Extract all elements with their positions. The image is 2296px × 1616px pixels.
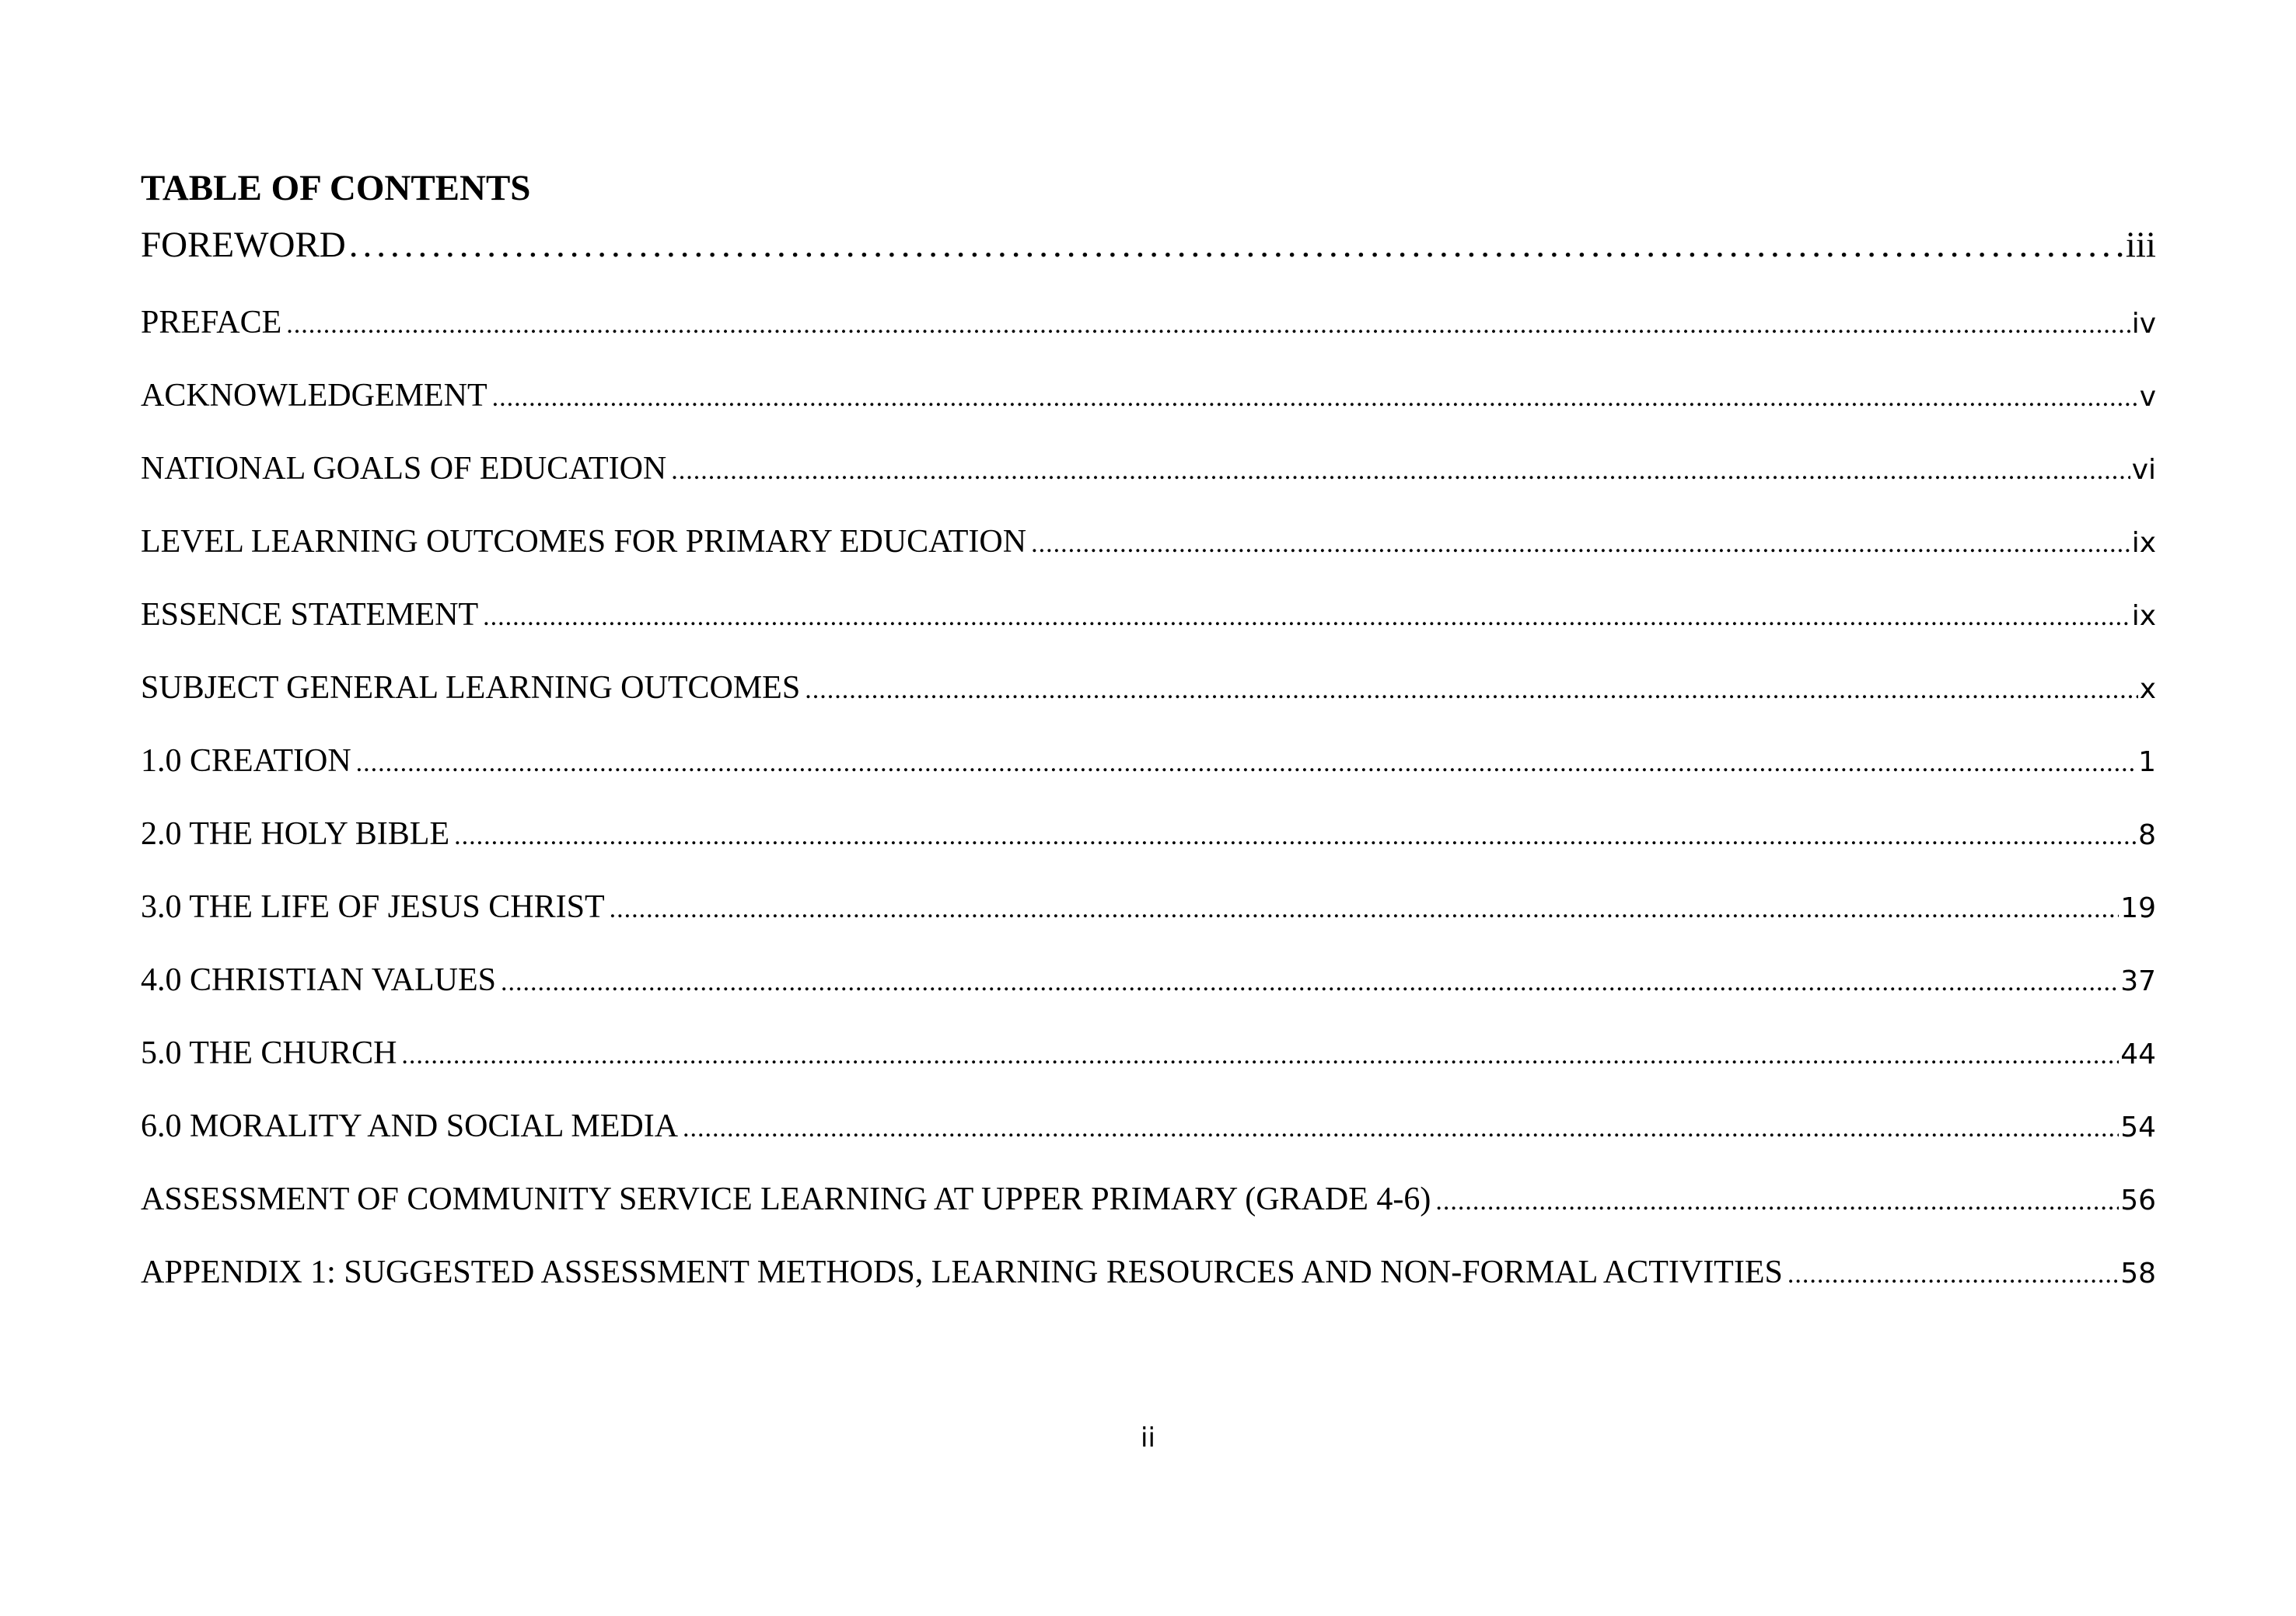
toc-page <box>141 165 2156 1309</box>
toc-entry-label: 2.0 THE HOLY BIBLE <box>141 816 450 852</box>
dot-leader <box>1031 508 2130 578</box>
toc-entry-holy-bible[interactable] <box>141 798 2156 871</box>
dot-leader <box>683 1092 2119 1163</box>
toc-entry-page: x <box>2139 673 2156 705</box>
toc-entry-page: 37 <box>2120 965 2156 997</box>
toc-entry-label: ESSENCE STATEMENT <box>141 597 479 633</box>
toc-entry-label: LEVEL LEARNING OUTCOMES FOR PRIMARY EDUCATION <box>141 524 1027 560</box>
toc-entry-preface[interactable] <box>141 286 2156 359</box>
toc-entry-national-goals[interactable] <box>141 432 2156 505</box>
toc-heading: TABLE OF CONTENTS <box>141 168 531 208</box>
dot-leader <box>501 946 2119 1017</box>
toc-entry-acknowledgement[interactable] <box>141 359 2156 432</box>
toc-entry-label: 4.0 CHRISTIAN VALUES <box>141 962 496 998</box>
toc-entry-page: 1 <box>2138 746 2156 778</box>
toc-entry-essence-statement[interactable] <box>141 578 2156 651</box>
toc-entry-label: APPENDIX 1: SUGGESTED ASSESSMENT METHODS, LEARNING RESOURCES AND NON-FORMAL ACTIVITIES <box>141 1255 1783 1290</box>
toc-entry-page: 8 <box>2138 819 2156 851</box>
dot-leader <box>286 288 2130 359</box>
toc-entry-page: iv <box>2131 308 2156 340</box>
dot-leader <box>454 800 2137 871</box>
dot-leader <box>483 581 2130 651</box>
toc-entry-label: 5.0 THE CHURCH <box>141 1035 397 1071</box>
toc-entry-the-church[interactable] <box>141 1017 2156 1090</box>
dot-leader <box>349 219 2124 270</box>
toc-entry-page: 19 <box>2120 892 2156 924</box>
toc-entry-creation[interactable] <box>141 724 2156 798</box>
dot-leader <box>356 727 2137 798</box>
toc-entry-label: PREFACE <box>141 305 282 340</box>
dot-leader <box>805 654 2138 724</box>
toc-entry-page: iii <box>2125 225 2156 265</box>
toc-entry-level-learning-outcomes[interactable] <box>141 505 2156 578</box>
toc-entry-page: vi <box>2131 454 2156 486</box>
toc-entry-foreword[interactable] <box>141 219 2156 270</box>
dot-leader <box>1788 1238 2119 1309</box>
toc-entry-appendix-1[interactable] <box>141 1236 2156 1309</box>
dot-leader <box>671 435 2130 505</box>
toc-entry-label: ASSESSMENT OF COMMUNITY SERVICE LEARNING AT UPPER PRIMARY (GRADE 4-6) <box>141 1181 1431 1217</box>
toc-entry-page: 56 <box>2120 1185 2156 1216</box>
dot-leader <box>1435 1165 2119 1236</box>
toc-entry-christian-values[interactable] <box>141 944 2156 1017</box>
toc-entry-page: ix <box>2131 527 2156 559</box>
toc-entry-community-service-assessment[interactable] <box>141 1163 2156 1236</box>
toc-entry-page: 58 <box>2120 1258 2156 1290</box>
dot-leader <box>492 361 2138 432</box>
toc-entry-label: NATIONAL GOALS OF EDUCATION <box>141 451 667 487</box>
toc-entry-morality-social-media[interactable] <box>141 1090 2156 1163</box>
toc-entry-page: 44 <box>2120 1038 2156 1070</box>
toc-entry-page: ix <box>2131 600 2156 632</box>
toc-entry-page: v <box>2139 381 2156 413</box>
toc-entry-label: 1.0 CREATION <box>141 743 351 779</box>
toc-entry-label: ACKNOWLEDGEMENT <box>141 378 488 414</box>
dot-leader <box>610 873 2120 944</box>
toc-entry-life-of-jesus[interactable] <box>141 871 2156 944</box>
toc-entry-subject-general-outcomes[interactable] <box>141 651 2156 724</box>
toc-entry-label: SUBJECT GENERAL LEARNING OUTCOMES <box>141 670 801 706</box>
toc-entry-label: 6.0 MORALITY AND SOCIAL MEDIA <box>141 1108 679 1144</box>
toc-entry-page: 54 <box>2120 1112 2156 1143</box>
page-number: ii <box>1141 1422 1155 1454</box>
dot-leader <box>401 1019 2119 1090</box>
toc-entry-label: 3.0 THE LIFE OF JESUS CHRIST <box>141 889 605 925</box>
toc-entry-label: FOREWORD <box>141 225 346 265</box>
